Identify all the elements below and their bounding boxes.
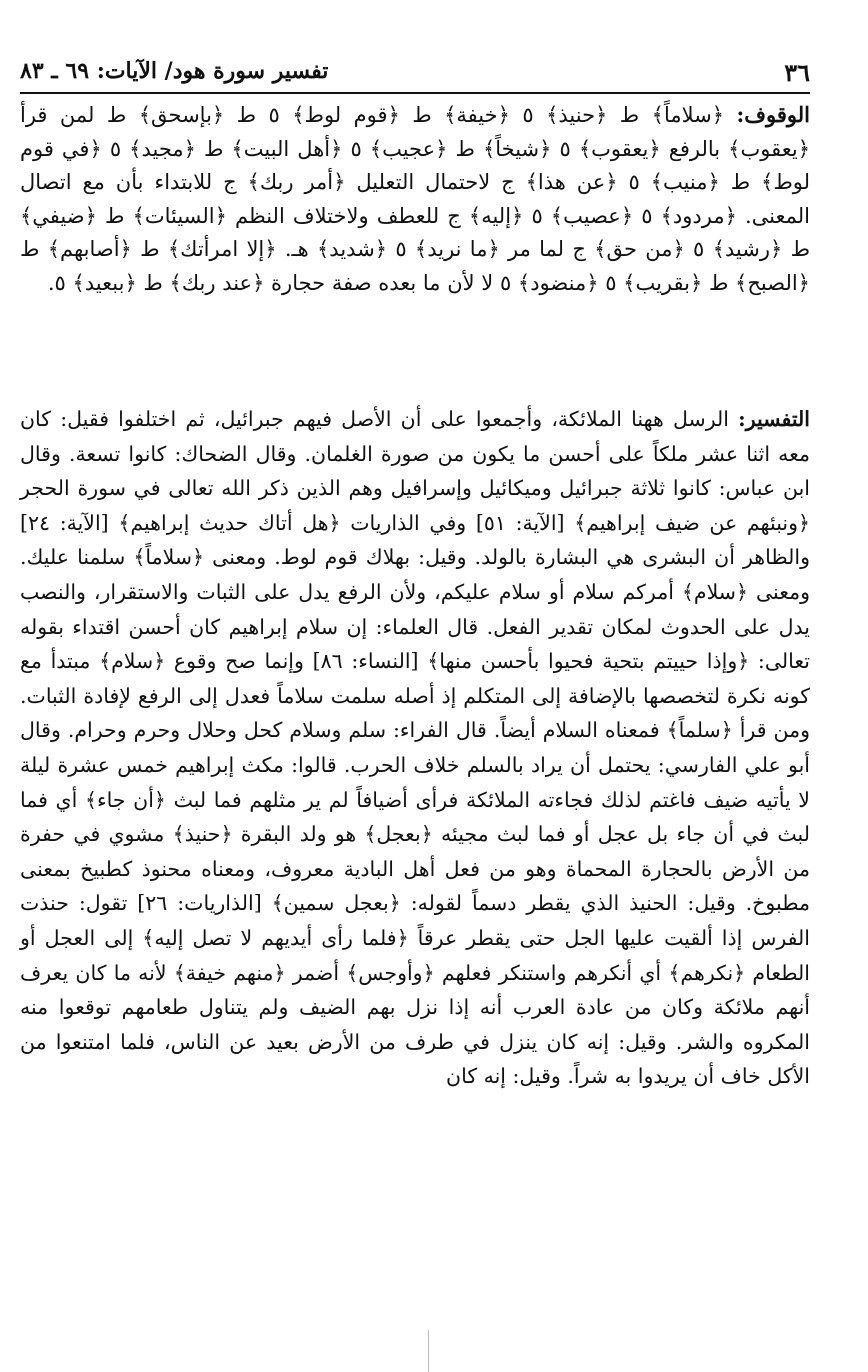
- page-header: [20, 52, 810, 94]
- gutter-mark: [428, 1330, 429, 1372]
- running-title: تفسير سورة هود/ الآيات: ٦٩ ـ ٨٣: [20, 58, 329, 84]
- waqf-text: ﴿سلاماً﴾ ط ﴿حنيذ﴾ ٥ ﴿خيفة﴾ ط ﴿قوم لوط﴾ ٥ ط ﴿بإسحق﴾ ط لمن قرأ ﴿يعقوب﴾ بالرفع ﴿يعقوب﴾ ٥ ﴿شيخاً﴾ ط ﴿عجيب﴾ ٥ ﴿أهل البيت﴾ ط ﴿مجيد﴾ ٥ ﴿في قوم لوط﴾ ط ﴿منيب﴾ ٥ ﴿عن هذا﴾ ج لاحتمال التعليل ﴿أمر ربك﴾ ج للابتداء بأن مع اتصال المعنى. ﴿مردود﴾ ٥ ﴿عصيب﴾ ٥ ﴿إليه﴾ ج للعطف ولاختلاف النظم ﴿السيئات﴾ ط ﴿ضيفي﴾ ط ﴿رشيد﴾ ٥ ﴿من حق﴾ ج لما مر ﴿ما نريد﴾ ٥ ﴿شديد﴾ هـ. ﴿إلا امرأتك﴾ ط ﴿أصابهم﴾ ط ﴿الصبح﴾ ط ﴿بقريب﴾ ٥ ﴿منضود﴾ ٥ لا لأن ما بعده صفة حجارة ﴿عند ربك﴾ ط ﴿ببعيد﴾ ٥.: [20, 103, 811, 295]
- waqf-label: الوقوف:: [736, 102, 810, 127]
- waqf-section: [20, 98, 810, 300]
- tafsir-text: الرسل ههنا الملائكة، وأجمعوا على أن الأصل فيهم جبرائيل، ثم اختلفوا فقيل: كان معه اثنا عشر ملكاً على أحسن ما يكون من صورة الغلمان. وقال الضحاك: كانوا تسعة. وقال ابن عباس: كانوا ثلاثة جبرائيل وميكائيل وإسرافيل وهم الذين ذكر الله تعالى في سورة الحجر ﴿ونبئهم عن ضيف إبراهيم﴾ [الآية: ٥١] وفي الذاريات ﴿هل أتاك حديث إبراهيم﴾ [الآية: ٢٤] والظاهر أن البشرى هي البشارة بالولد. وقيل: بهلاك قوم لوط. ومعنى ﴿سلاماً﴾ سلمنا عليك. ومعنى ﴿سلام﴾ أمركم سلام أو سلام عليكم، ولأن الرفع يدل على الثبات والاستقرار، والنصب يدل على الحدوث لمكان تقدير الفعل. قال العلماء: إن سلام إبراهيم كان أحسن اقتداء بقوله تعالى: ﴿وإذا حييتم بتحية فحيوا بأحسن منها﴾ [النساء: ٨٦] وإنما صح وقوع ﴿سلام﴾ مبتدأ مع كونه نكرة لتخصصها بالإضافة إلى المتكلم إذ أصله سلمت سلاماً فعدل إلى الرفع لإفادة الثبات. ومن قرأ ﴿سلماً﴾ فمعناه السلام أيضاً. قال الفراء: سلم وسلام كحل وحلال وحرم وحرام. وقال أبو علي الفارسي: يحتمل أن يراد بالسلم خلاف الحرب. قالوا: مكث إبراهيم خمس عشرة ليلة لا يأتيه ضيف فاغتم لذلك فجاءته الملائكة فرأى أضيافاً لم ير مثلهم فما لبث ﴿أن جاء﴾ أي فما لبث في أن جاء بل عجل أو فما لبث مجيئه ﴿بعجل﴾ هو ولد البقرة ﴿حنيذ﴾ مشوي في حفرة من الأرض بالحجارة المحماة وهو من فعل أهل البادية معروف، ومعناه محنوذ كطبيخ بمعنى مطبوخ. وقيل: الحنيذ الذي يقطر دسماً لقوله: ﴿بعجل سمين﴾ [الذاريات: ٢٦] تقول: حنذت الفرس إذا ألقيت عليها الجل حتى يقطر عرقاً ﴿فلما رأى أيديهم لا تصل إليه﴾ إلى العجل أو الطعام ﴿نكرهم﴾ أي أنكرهم واستنكر فعلهم ﴿وأوجس﴾ أضمر ﴿منهم خيفة﴾ لأنه ما كان يعرف أنهم ملائكة وكان من عادة العرب أنه إذا نزل بهم الضيف ولم يتناول طعامهم توقعوا منه المكروه والشر. وقيل: إنه كان ينزل في طرف من الأرض بعيد عن الناس، فلما امتنعوا من الأكل خاف أن يريدوا به شراً. وقيل: إنه كان: [20, 407, 811, 1089]
- page-number: ٣٦: [784, 58, 810, 87]
- tafsir-label: التفسير:: [738, 407, 810, 431]
- tafsir-section: [20, 402, 810, 1094]
